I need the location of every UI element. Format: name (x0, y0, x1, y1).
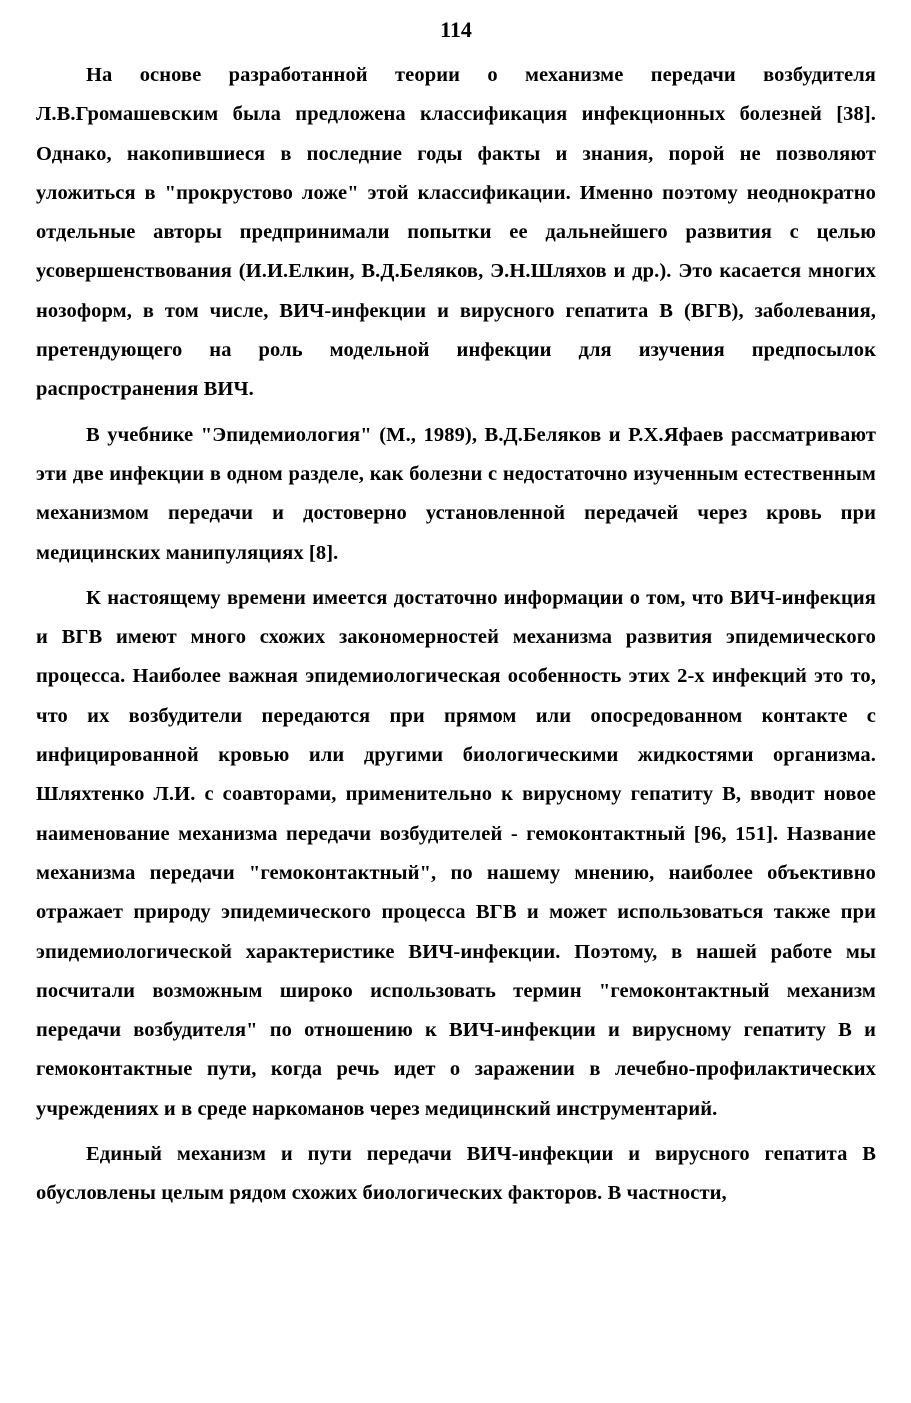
paragraph-common-mechanism: Единый механизм и пути передачи ВИЧ-инфекции и вирусного гепатита В обусловлены целым рядом схожих биологических факторов. В частности, (36, 1143, 876, 1205)
paragraph-hemocontact: К настоящему времени имеется достаточно информации о том, что ВИЧ-инфекция и ВГВ имеют много схожих закономерностей механизма развития эпидемического процесса. Наиболее важная эпидемиологическая особенность этих 2-х инфекций это то, что их возбудители передаются при прямом или опосредованном контакте с инфицированной кровью или другими биологическими жидкостями организма. Шляхтенко Л.И. с соавторами, применительно к вирусному гепатиту В, вводит новое наименование механизма передачи возбудителей - гемоконтактный [96, 151]. Название механизма передачи "гемоконтактный", по нашему мнению, наиболее объективно отражает природу эпидемического процесса ВГВ и может использоваться также при эпидемиологической характеристике ВИЧ-инфекции. Поэтому, в нашей работе мы посчитали возможным широко использовать термин "гемоконтактный механизм передачи возбудителя" по отношению к ВИЧ-инфекции и вирусному гепатиту В и гемоконтактные пути, когда речь идет о заражении в лечебно-профилактических учреждениях и в среде наркоманов через медицинский инструментарий. (36, 586, 876, 1120)
paragraph-classification: На основе разработанной теории о механизме передачи возбудителя Л.В.Громашевским была предложена классификация инфекционных болезней [38]. Однако, накопившиеся в последние годы факты и знания, порой не позволяют уложиться в "прокрустово ложе" этой классификации. Именно поэтому неоднократно отдельные авторы предпринимали попытки ее дальнейшего развития с целью усовершенствования (И.И.Елкин, В.Д.Беляков, Э.Н.Шляхов и др.). Это касается многих нозоформ, в том числе, ВИЧ-инфекции и вирусного гепатита В (ВГВ), заболевания, претендующего на роль модельной инфекции для изучения предпосылок распространения ВИЧ. (36, 64, 876, 401)
page-number: 114 (440, 17, 472, 42)
document-page (36, 14, 876, 1220)
paragraph-textbook: В учебнике "Эпидемиология" (М., 1989), В.Д.Беляков и Р.Х.Яфаев рассматривают эти две инфекции в одном разделе, как болезни с недостаточно изученным естественным механизмом передачи и достоверно установленной передачей через кровь при медицинских манипуляциях [8]. (36, 423, 876, 564)
